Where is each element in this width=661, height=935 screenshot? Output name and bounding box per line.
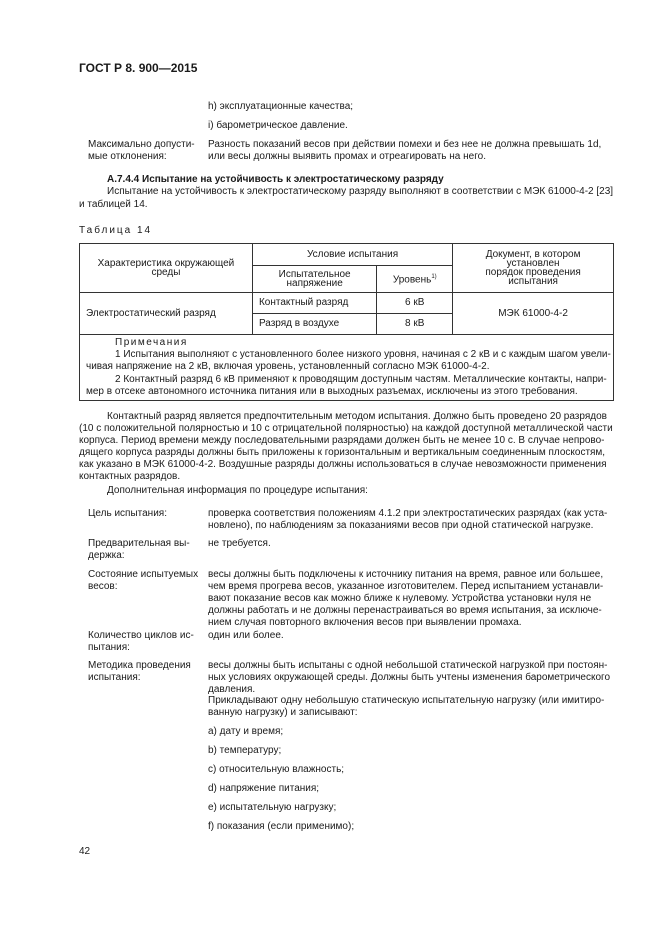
table-header-condition: Условие испытания <box>252 244 452 266</box>
note-line: 1 Испытания выполняют с установленного более низкого уровня, начиная с 2 кВ и с каждым шагом увели- <box>115 349 611 360</box>
table-cell-level: 8 кВ <box>377 314 453 335</box>
list-item-b: b) температуру; <box>208 745 282 756</box>
note-line: 2 Контактный разряд 6 кВ применяют к проводящим доступным частям. Металлические контакты, напри- <box>115 374 607 385</box>
body-line: Дополнительная информация по процедуре испытания: <box>107 485 368 496</box>
table-cell-voltage: Контактный разряд <box>252 293 376 314</box>
def-text: нием случая повторного включения весов при выявлении промаха. <box>208 617 522 628</box>
def-text: чем время прогрева весов, указанное изготовителем. Перед испытанием устанавли- <box>208 581 604 592</box>
table-row-label: Электростатический разряд <box>80 293 253 335</box>
document-header: ГОСТ Р 8. 900—2015 <box>79 61 198 75</box>
def-text: один или более. <box>208 630 284 641</box>
body-line: контактных разрядов. <box>79 471 181 482</box>
table-subheader-level: Уровень$^{1)}$ <box>377 266 453 293</box>
body-line: корпуса. Период времени между последовательными разрядами должен быть не менее 10 с. В случае непрово- <box>79 435 605 446</box>
notes-title: Примечания <box>115 337 188 348</box>
section-intro: и таблицей 14. <box>79 199 148 210</box>
list-item-i: i) барометрическое давление. <box>208 120 348 131</box>
def-label: Состояние испытуемых <box>88 569 199 580</box>
body-line: Контактный разряд является предпочтительным методом испытания. Должно быть проведено 20 разрядов <box>107 411 607 422</box>
body-line: как указано в МЭК 61000-4-2. Воздушные разряды должны использоваться в случае невозможности применения <box>79 459 607 470</box>
def-label: Методика проведения <box>88 660 191 671</box>
list-item-f: f) показания (если применимо); <box>208 821 355 832</box>
def-label: держка: <box>88 550 125 561</box>
test-conditions-table <box>79 243 614 335</box>
def-label: испытания: <box>88 672 141 683</box>
table-header-characteristic: Характеристика окружающей среды <box>80 244 253 293</box>
body-line: дящего корпуса разряды должны быть приложены к горизонтальным и вертикальным соединенным плоскостям, <box>79 447 606 458</box>
def-label: пытания: <box>88 642 130 653</box>
max-dev-label: мые отклонения: <box>88 151 167 162</box>
def-label: Цель испытания: <box>88 508 167 519</box>
section-heading: А.7.4.4 Испытание на устойчивость к электростатическому разряду <box>107 174 444 185</box>
list-item-h: h) эксплуатационные качества; <box>208 101 354 112</box>
def-text: давления. <box>208 684 256 695</box>
table-cell-document: МЭК 61000-4-2 <box>453 293 614 335</box>
note-line: мер в отсеке автономного источника питания или в выходных разъемах, исключены из этого требования. <box>86 386 578 397</box>
table-cell-voltage: Разряд в воздухе <box>252 314 376 335</box>
def-text: не требуется. <box>208 538 271 549</box>
list-item-d: d) напряжение питания; <box>208 783 320 794</box>
def-label: Количество циклов ис- <box>88 630 194 641</box>
def-text: ных условиях окружающей среды. Должны быть учтены изменения барометрического <box>208 672 611 683</box>
def-label: весов: <box>88 581 118 592</box>
def-text: должны работать и не должны перенастраиваться во время испытания, за исключе- <box>208 605 602 616</box>
list-item-c: с) относительную влажность; <box>208 764 345 775</box>
table-caption: Таблица 14 <box>79 225 153 236</box>
def-text: вают показание весов как можно ближе к нулевому. Устройства установки нуля не <box>208 593 592 604</box>
table-cell-level: 6 кВ <box>377 293 453 314</box>
def-text: весы должны быть испытаны с одной небольшой статической нагрузкой при постоян- <box>208 660 608 671</box>
table-subheader-voltage: Испытательное напряжение <box>252 266 376 293</box>
note-line: чивая напряжение на 2 кВ, включая уровень, установленный согласно МЭК 61000-4-2. <box>86 361 490 372</box>
def-text: Прикладывают одну небольшую статическую испытательную нагрузку (или имитиро- <box>208 695 605 706</box>
section-intro: Испытание на устойчивость к электростатическому разряду выполняют в соответствии с МЭК 61000-4-2 [23] <box>107 186 614 197</box>
def-text: новлено), по наблюдениям за показаниями весов при одной статической нагрузке. <box>208 520 594 531</box>
max-dev-label: Максимально допусти- <box>88 139 195 150</box>
page-number: 42 <box>79 846 91 857</box>
list-item-a: а) дату и время; <box>208 726 284 737</box>
body-line: (10 с положительной полярностью и 10 с отрицательной полярностью) на каждой доступной металлической части <box>79 423 613 434</box>
def-text: проверка соответствия положениям 4.1.2 при электростатических разрядах (как уста- <box>208 508 608 519</box>
def-text: весы должны быть подключены к источнику питания на время, равное или большее, <box>208 569 604 580</box>
list-item-e: е) испытательную нагрузку; <box>208 802 337 813</box>
def-label: Предварительная вы- <box>88 538 190 549</box>
max-dev-text: или весы должны выявить промах и отреагировать на него. <box>208 151 486 162</box>
max-dev-text: Разность показаний весов при действии помехи и без нее не должна превышать 1d, <box>208 139 602 150</box>
table-header-document: Документ, в котором установлен порядок проведения испытания <box>453 244 614 293</box>
def-text: ванную нагрузку) и записывают: <box>208 707 358 718</box>
